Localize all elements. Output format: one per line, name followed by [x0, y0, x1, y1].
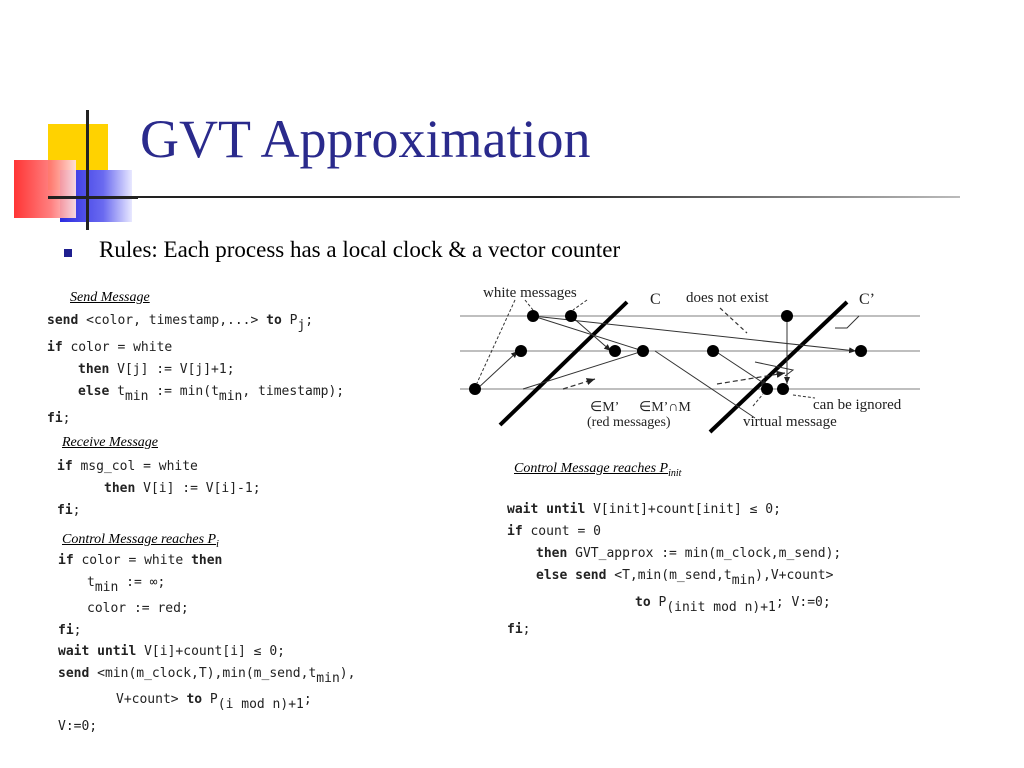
event-dot	[761, 383, 773, 395]
leader-line	[525, 300, 533, 310]
label-red-messages: (red messages)	[587, 415, 671, 430]
bullet-marker	[64, 249, 72, 257]
title-divider	[50, 196, 960, 198]
leader-line	[793, 395, 815, 398]
code-line: fi;	[57, 503, 81, 518]
message-arrow	[533, 316, 643, 351]
code-line: send <color, timestamp,...> to $P_j$;	[47, 313, 314, 333]
label-in-m-prime: ∈M’	[590, 400, 620, 415]
message-arrow	[715, 351, 768, 386]
code-line: fi;	[507, 622, 531, 637]
control-pi-code	[58, 550, 355, 737]
event-dot	[777, 383, 789, 395]
code-line: $t_{min}$ := ∞;	[87, 574, 166, 595]
code-line: V:=0;	[58, 718, 98, 734]
label-virtual-message: virtual message	[743, 414, 837, 430]
leader-line	[477, 300, 515, 383]
receive-message-heading: Receive Message	[62, 435, 158, 450]
label-white-messages: white messages	[483, 285, 577, 301]
code-line: V+count> to $P_{(i mod n)+1}$;	[116, 692, 312, 712]
label-does-not-exist: does not exist	[686, 290, 769, 306]
code-line: if color = white then	[58, 553, 223, 568]
code-line: to $P_{(init mod n)+1}$; V:=0;	[635, 595, 831, 615]
code-line: if msg_col = white	[57, 459, 198, 474]
label-cut-c-prime: C’	[859, 291, 875, 308]
event-dot	[781, 310, 793, 322]
event-dot	[469, 383, 481, 395]
code-line: fi;	[47, 411, 71, 426]
label-in-m-prime-cap-m: ∈M’∩M	[639, 400, 691, 415]
event-dot	[515, 345, 527, 357]
code-line: color := red;	[87, 601, 189, 616]
logo-vertical-line	[86, 110, 89, 230]
event-dot	[527, 310, 539, 322]
send-message-heading: Send Message	[70, 290, 150, 305]
code-line: then V[j] := V[j]+1;	[78, 362, 235, 377]
code-line: send $<\min(m\_clock,T),\min(m\_send,t_{min})$,	[58, 665, 356, 686]
event-dot	[609, 345, 621, 357]
event-dot	[565, 310, 577, 322]
code-line: wait until V[init]+count[init] ≤ 0;	[507, 502, 781, 517]
code-line: if count = 0	[507, 524, 601, 539]
event-dot	[855, 345, 867, 357]
receive-message-code	[57, 456, 261, 522]
logo-red-square	[14, 160, 76, 218]
page-title: GVT Approximation	[140, 109, 591, 169]
control-pinit-code	[507, 499, 841, 641]
leader-line	[753, 394, 763, 406]
code-line: else send $<T,\min(m\_send,t_{min}),V+count>$	[536, 568, 834, 588]
code-line: wait until V[i]+count[i] ≤ 0;	[58, 644, 285, 659]
code-line: fi;	[58, 622, 82, 638]
leader-line	[573, 300, 587, 310]
label-cut-c: C	[650, 291, 661, 308]
message-cut-diagram	[455, 280, 925, 435]
event-dot	[707, 345, 719, 357]
control-pinit-heading: Control Message reaches $P_{init}$	[514, 461, 682, 479]
event-dot	[637, 345, 649, 357]
bullet-text: Rules: Each process has a local clock & a vector counter	[99, 237, 621, 262]
leader-line	[720, 308, 747, 333]
dashed-arrow	[563, 379, 595, 389]
label-can-be-ignored: can be ignored	[813, 397, 902, 413]
code-line: then V[i] := V[i]-1;	[104, 481, 261, 496]
c-prime-bracket	[835, 316, 859, 328]
code-line: then GVT_approx := min(m_clock,m_send);	[536, 546, 842, 561]
control-pi-heading: Control Message reaches $P_i$	[62, 532, 219, 550]
code-line: else $t_{min}$ := $\min(t_{min}$, timestamp);	[78, 384, 345, 404]
send-message-code	[47, 310, 344, 430]
code-line: if color = white	[47, 340, 173, 355]
